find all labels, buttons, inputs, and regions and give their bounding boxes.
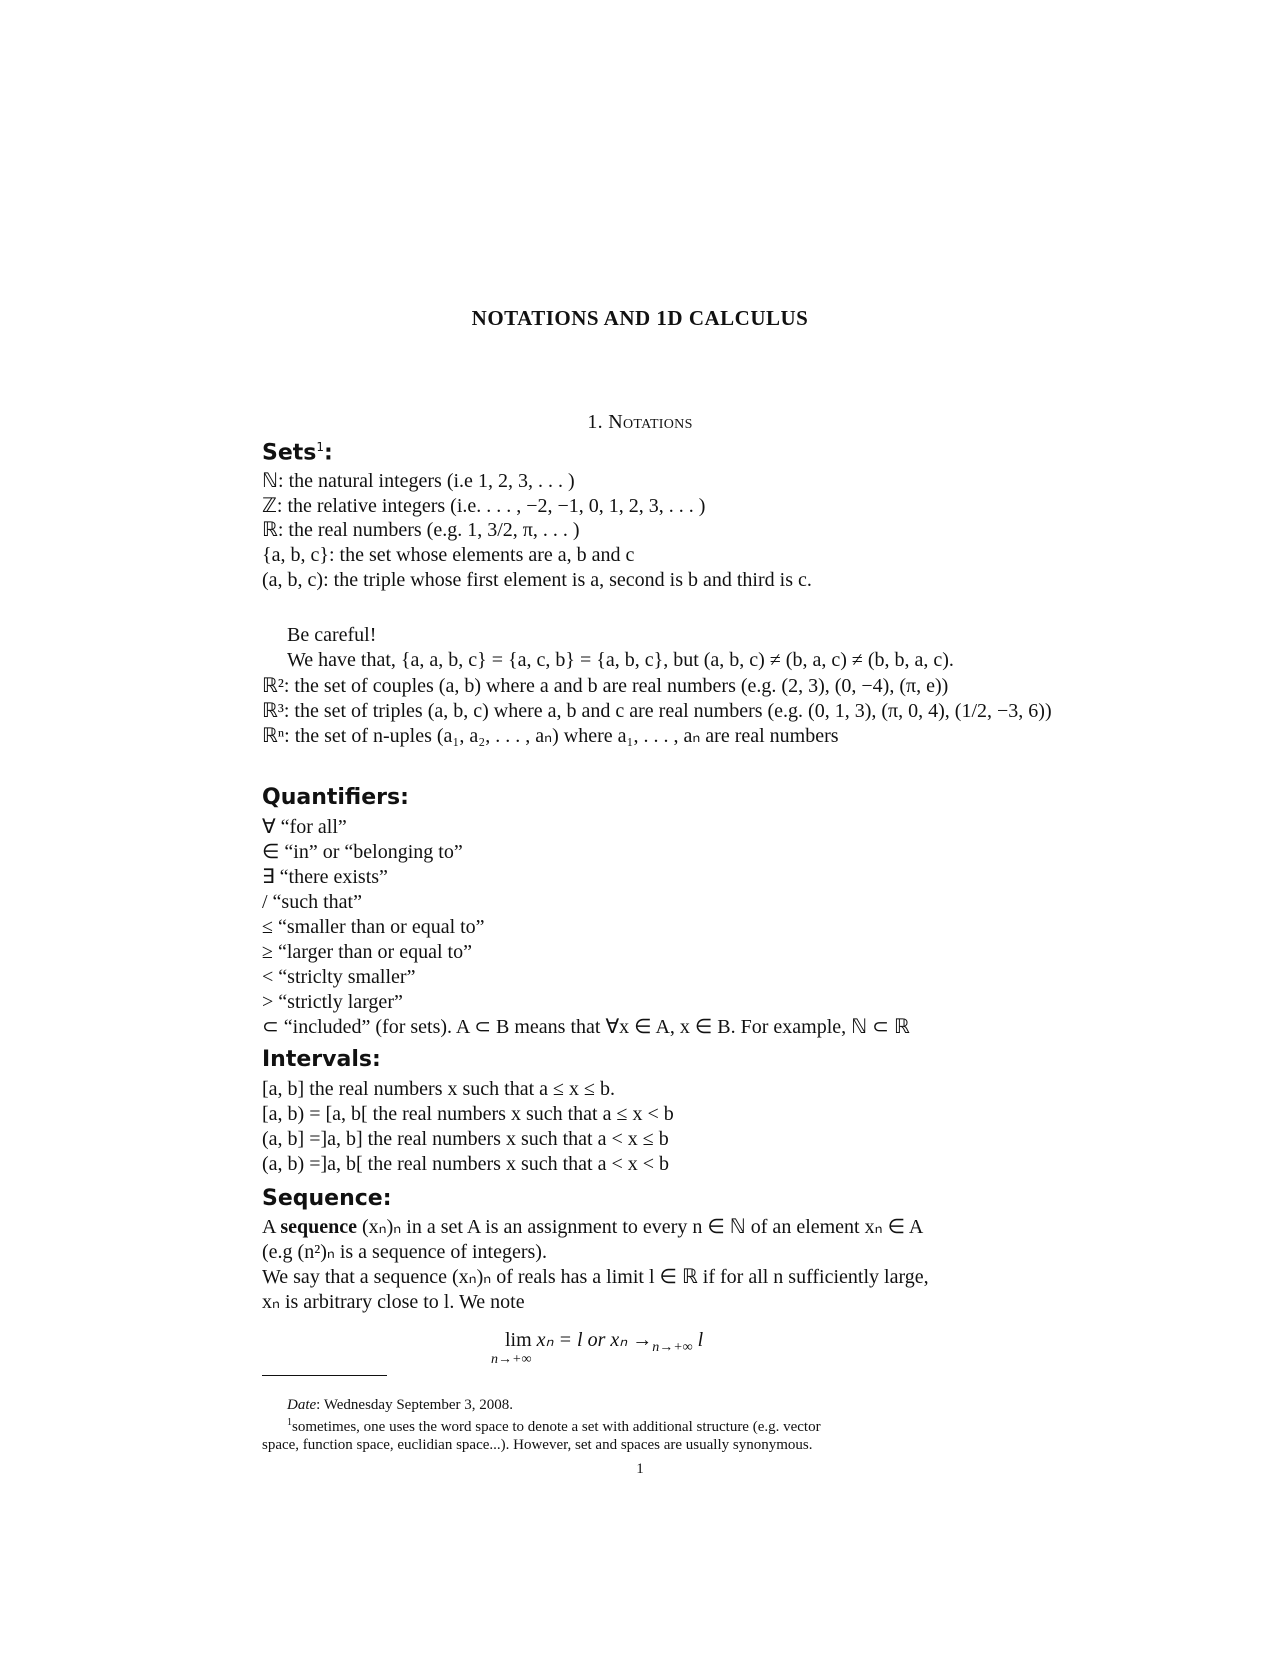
sets-line: ℕ: the natural integers (i.e 1, 2, 3, . . . ) [262, 470, 575, 492]
quantifier-line: ≥ “larger than or equal to” [262, 941, 472, 963]
footnote-1-line-2: space, function space, euclidian space...). However, set and spaces are usually synonymous. [262, 1437, 813, 1453]
sequence-term: sequence [280, 1216, 358, 1238]
sets-line: {a, b, c}: the set whose elements are a, b and c [262, 544, 635, 566]
arrow-subscript: n→+∞ [652, 1340, 693, 1355]
sequence-heading: Sequence: [262, 1186, 392, 1211]
limit-value: l [697, 1329, 704, 1351]
sets-line: ℝ³: the set of triples (a, b, c) where a, b and c are real numbers (e.g. (0, 1, 3), (π, 0, 4), (1/2, −3, 6)) [262, 700, 1052, 722]
page-number: 1 [636, 1461, 644, 1477]
section-title: 1. Notations [587, 411, 693, 433]
sets-heading [262, 440, 333, 465]
date-label: Date [287, 1397, 317, 1413]
quantifier-line: ∈ “in” or “belonging to” [262, 841, 463, 863]
sequence-line-2: (e.g (n²)ₙ is a sequence of integers). [262, 1241, 547, 1263]
document-title: NOTATIONS AND 1D CALCULUS [471, 306, 809, 330]
sets-line: (a, b, c): the triple whose first element is a, second is b and third is c. [262, 569, 812, 591]
quantifier-line: ∀ “for all” [262, 816, 347, 838]
quantifier-line: ≤ “smaller than or equal to” [262, 916, 485, 938]
lim-text: lim [505, 1329, 532, 1351]
quantifier-line: ⊂ “included” (for sets). A ⊂ B means that ∀x ∈ A, x ∈ B. For example, ℕ ⊂ ℝ [262, 1016, 910, 1038]
sequence-line-1-post: (xₙ)ₙ in a set A is an assignment to every n ∈ ℕ of an element xₙ ∈ A [357, 1216, 924, 1238]
sets-line: ℝ: the real numbers (e.g. 1, 3/2, π, . . . ) [262, 519, 580, 541]
sequence-line-4: xₙ is arbitrary close to l. We note [262, 1291, 525, 1313]
footnote-1-line-1 [287, 1417, 821, 1436]
sequence-line-1 [262, 1215, 923, 1239]
quantifier-line: < “striclty smaller” [262, 966, 416, 988]
sets-line: ℝⁿ: the set of n-uples (a₁, a₂, . . . , aₙ) where a₁, . . . , aₙ are real numbers [262, 725, 839, 747]
footnote-1-text-1: sometimes, one uses the word space to denote a set with additional structure (e.g. vector [292, 1419, 821, 1435]
quantifier-line: > “strictly larger” [262, 991, 403, 1013]
footnote-rule [262, 1375, 387, 1376]
interval-line: [a, b) = [a, b[ the real numbers x such that a ≤ x < b [262, 1103, 674, 1125]
footnote-1-mark: 1 [287, 1417, 292, 1428]
lim-operator [491, 1328, 532, 1367]
sets-heading-text: Sets [262, 440, 317, 466]
sets-line: ℝ²: the set of couples (a, b) where a and b are real numbers (e.g. (2, 3), (0, −4), (π, e)) [262, 675, 949, 697]
sequence-line-1-pre: A [262, 1216, 281, 1238]
sequence-line-3: We say that a sequence (xₙ)ₙ of reals has a limit l ∈ ℝ if for all n sufficiently large, [262, 1266, 929, 1288]
interval-line: (a, b] =]a, b] the real numbers x such that a < x ≤ b [262, 1128, 669, 1150]
date-text: : Wednesday September 3, 2008. [316, 1397, 513, 1413]
careful-text: We have that, {a, a, b, c} = {a, c, b} = {a, b, c}, but (a, b, c) ≠ (b, a, c) ≠ (b, b, a, c). [287, 649, 954, 671]
lim-subscript: n→+∞ [491, 1352, 532, 1367]
date-footnote [287, 1397, 513, 1414]
intervals-heading: Intervals: [262, 1047, 381, 1072]
quantifiers-heading: Quantifiers: [262, 785, 409, 810]
sets-heading-colon: : [324, 440, 333, 466]
quantifier-line: / “such that” [262, 891, 362, 913]
limit-expression: xₙ = l or xₙ → [536, 1329, 653, 1351]
interval-line: [a, b] the real numbers x such that a ≤ x ≤ b. [262, 1078, 615, 1100]
limit-formula [491, 1328, 704, 1367]
sets-line: ℤ: the relative integers (i.e. . . . , −2, −1, 0, 1, 2, 3, . . . ) [262, 495, 706, 517]
sets-footnote-mark: 1 [316, 440, 325, 454]
careful-title: Be careful! [287, 624, 377, 646]
quantifier-line: ∃ “there exists” [262, 866, 388, 888]
interval-line: (a, b) =]a, b[ the real numbers x such that a < x < b [262, 1153, 670, 1175]
